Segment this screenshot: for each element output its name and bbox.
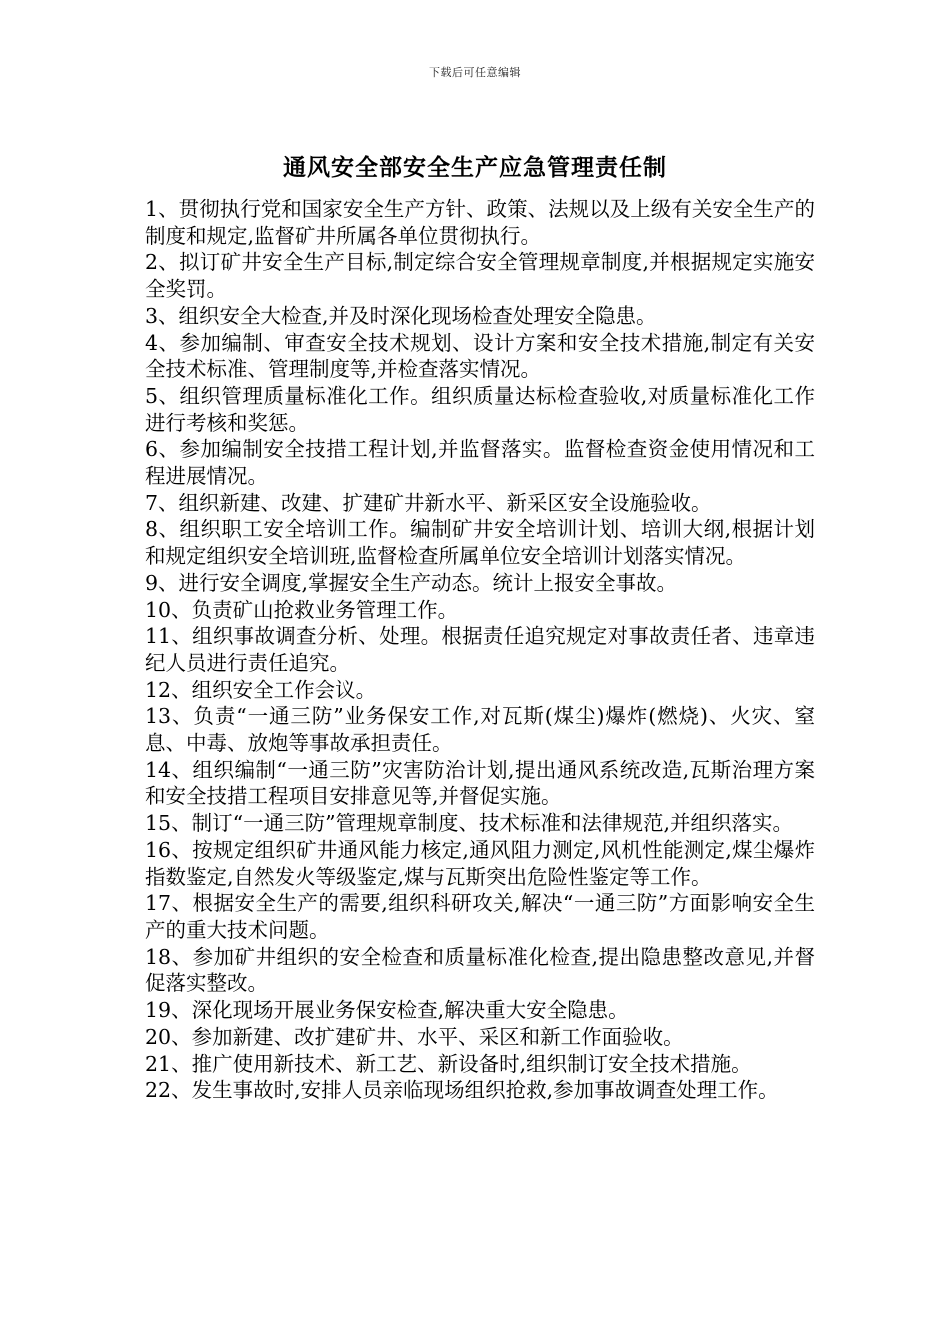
- list-item: 22、发生事故时,安排人员亲临现场组织抢救,参加事故调查处理工作。: [145, 1078, 779, 1103]
- list-item: 4、参加编制、审查安全技术规划、设计方案和安全技术措施,制定有关安全技术标准、管理制度等,并检查落实情况。: [145, 330, 815, 382]
- list-item: 12、组织安全工作会议。: [145, 677, 377, 702]
- list-item: 13、负责“一通三防”业务保安工作,对瓦斯(煤尘)爆炸(燃烧)、火灾、窒息、中毒、放炮等事故承担责任。: [145, 704, 815, 756]
- list-item: 3、组织安全大检查,并及时深化现场检查处理安全隐患。: [145, 303, 657, 328]
- list-item: 1、贯彻执行党和国家安全生产方针、政策、法规以及上级有关安全生产的制度和规定,监督矿井所属各单位贯彻执行。: [145, 197, 815, 248]
- list-item: 9、进行安全调度,掌握安全生产动态。统计上报安全事故。: [145, 570, 678, 595]
- list-item: 17、根据安全生产的需要,组织科研攻关,解决“一通三防”方面影响安全生产的重大技术问题。: [145, 891, 815, 942]
- list-item: 18、参加矿井组织的安全检查和质量标准化检查,提出隐患整改意见,并督促落实整改。: [145, 944, 815, 996]
- list-item: 19、深化现场开展业务保安检查,解决重大安全隐患。: [145, 998, 629, 1023]
- list-item: 20、参加新建、改扩建矿井、水平、采区和新工作面验收。: [145, 1024, 684, 1049]
- list-item: 10、负责矿山抢救业务管理工作。: [145, 597, 459, 622]
- list-item: 6、参加编制安全技措工程计划,并监督落实。监督检查资金使用情况和工程进展情况。: [145, 437, 815, 489]
- list-item: 2、拟订矿井安全生产目标,制定综合安全管理规章制度,并根据规定实施安全奖罚。: [145, 250, 815, 302]
- list-item: 8、组织职工安全培训工作。编制矿井安全培训计划、培训大纲,根据计划和规定组织安全培训班,监督检查所属单位安全培训计划落实情况。: [145, 517, 815, 569]
- list-item: 7、组织新建、改建、扩建矿井新水平、新采区安全设施验收。: [145, 490, 712, 515]
- responsibility-list: [145, 196, 815, 1104]
- document-title: 通风安全部安全生产应急管理责任制: [283, 154, 667, 181]
- header-note: 下载后可任意编辑: [429, 66, 521, 79]
- list-item: 15、制订“一通三防”管理规章制度、技术标准和法律规范,并组织落实。: [145, 811, 794, 836]
- list-item: 21、推广使用新技术、新工艺、新设备时,组织制订安全技术措施。: [145, 1051, 752, 1076]
- list-item: 14、组织编制“一通三防”灾害防治计划,提出通风系统改造,瓦斯治理方案和安全技措工程项目安排意见等,并督促实施。: [145, 757, 815, 809]
- list-item: 16、按规定组织矿井通风能力核定,通风阻力测定,风机性能测定,煤尘爆炸指数鉴定,自然发火等级鉴定,煤与瓦斯突出危险性鉴定等工作。: [145, 837, 815, 889]
- list-item: 5、组织管理质量标准化工作。组织质量达标检查验收,对质量标准化工作进行考核和奖惩。: [145, 383, 815, 435]
- list-item: 11、组织事故调查分析、处理。根据责任追究规定对事故责任者、违章违纪人员进行责任追究。: [145, 624, 815, 675]
